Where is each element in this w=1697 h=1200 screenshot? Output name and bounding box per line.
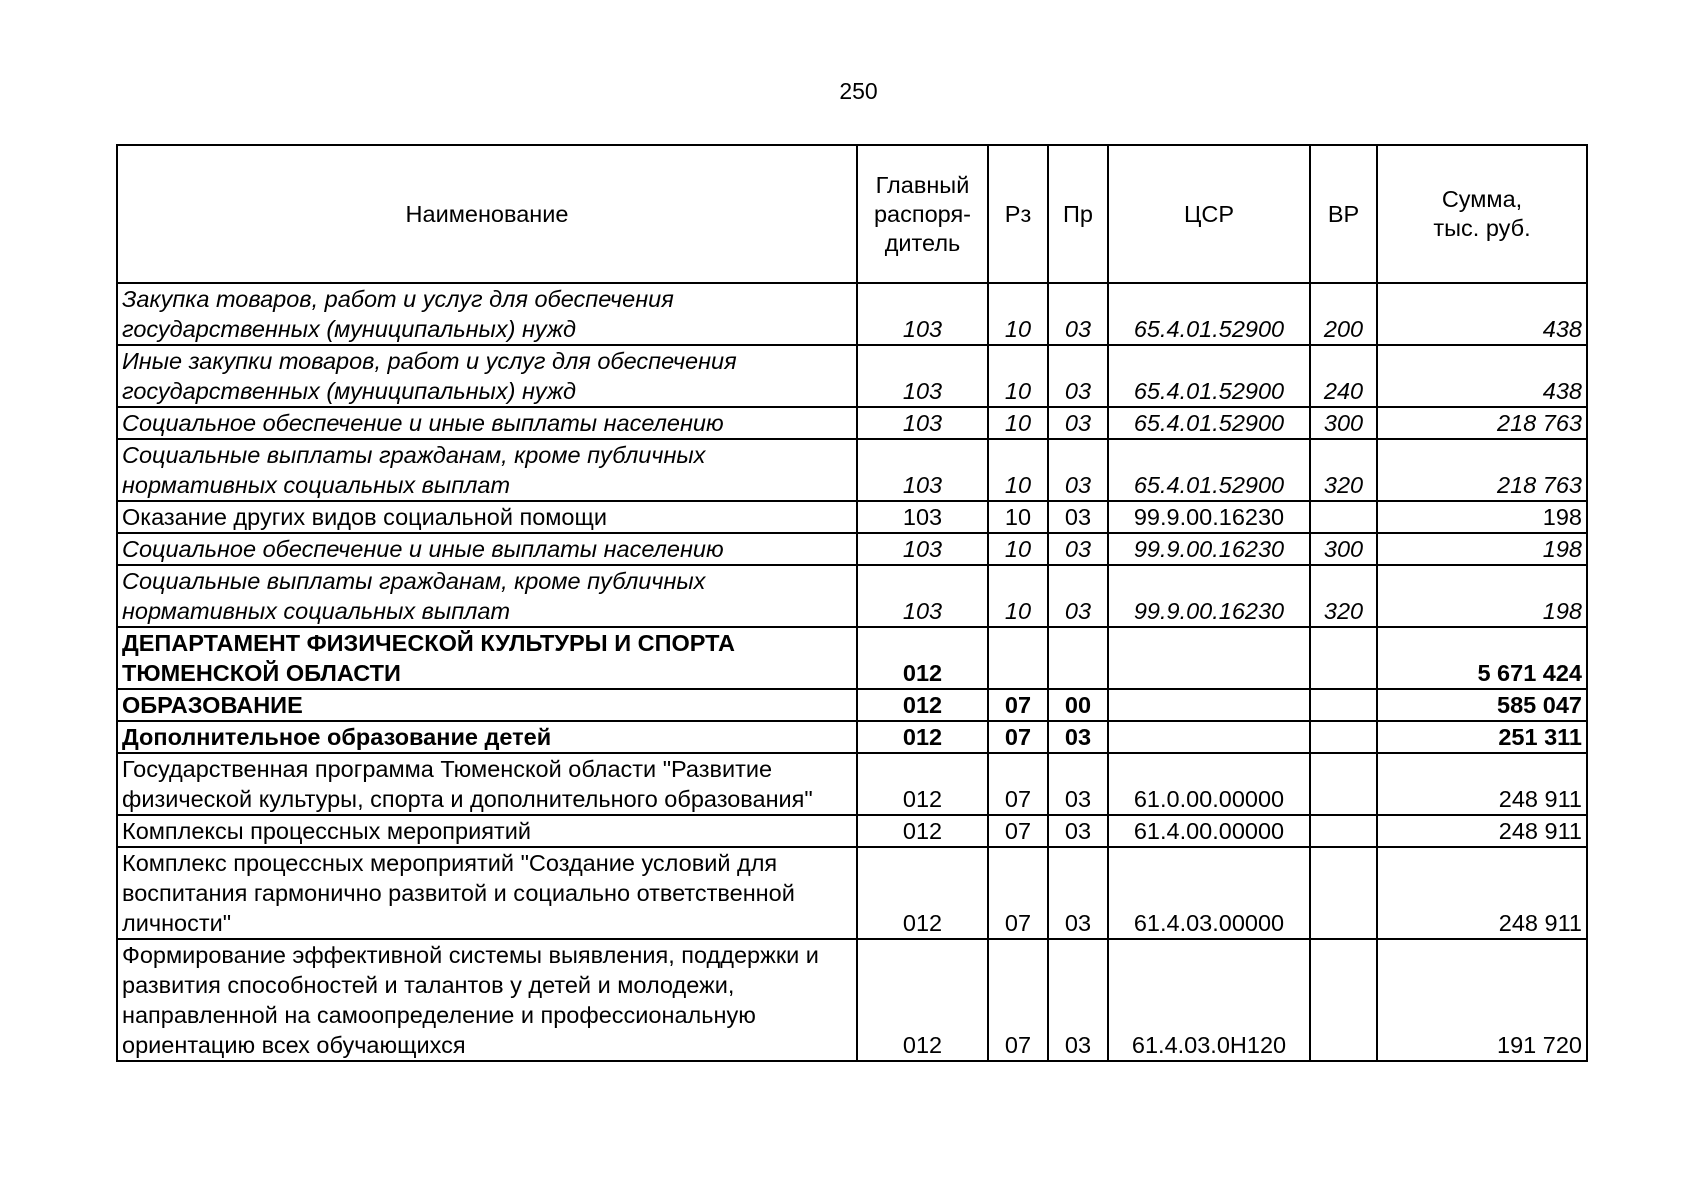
table-row <box>117 283 1587 345</box>
cell-manager: 012 <box>857 847 988 939</box>
header-sum-line-2: тыс. руб. <box>1433 215 1531 241</box>
cell-csr <box>1108 689 1310 721</box>
cell-sum: 198 <box>1377 533 1587 565</box>
cell-pr: 03 <box>1048 439 1108 501</box>
cell-vr <box>1310 501 1377 533</box>
cell-manager: 103 <box>857 283 988 345</box>
cell-pr: 03 <box>1048 753 1108 815</box>
cell-manager: 012 <box>857 815 988 847</box>
table-row <box>117 501 1587 533</box>
cell-pr: 03 <box>1048 721 1108 753</box>
cell-csr: 99.9.00.16230 <box>1108 501 1310 533</box>
cell-vr: 240 <box>1310 345 1377 407</box>
cell-sum: 438 <box>1377 345 1587 407</box>
cell-sum: 248 911 <box>1377 847 1587 939</box>
cell-name: Дополнительное образование детей <box>117 721 857 753</box>
cell-manager: 103 <box>857 565 988 627</box>
cell-pr: 03 <box>1048 939 1108 1061</box>
cell-manager: 103 <box>857 439 988 501</box>
cell-vr: 300 <box>1310 533 1377 565</box>
cell-pr: 03 <box>1048 407 1108 439</box>
header-vr: ВР <box>1310 145 1377 283</box>
header-manager <box>857 145 988 283</box>
cell-name: Социальные выплаты гражданам, кроме публичных нормативных социальных выплат <box>117 439 857 501</box>
header-sum-line-1: Сумма, <box>1441 186 1523 212</box>
budget-table <box>116 144 1588 1062</box>
table-body <box>117 283 1587 1061</box>
cell-rz: 10 <box>988 439 1048 501</box>
table-header-row <box>117 145 1587 283</box>
table-row <box>117 815 1587 847</box>
cell-rz: 10 <box>988 407 1048 439</box>
cell-vr: 300 <box>1310 407 1377 439</box>
cell-sum: 191 720 <box>1377 939 1587 1061</box>
table-row <box>117 847 1587 939</box>
header-manager-line-2: распоря- <box>873 200 972 227</box>
cell-pr: 00 <box>1048 689 1108 721</box>
cell-vr <box>1310 689 1377 721</box>
header-name: Наименование <box>117 145 857 283</box>
cell-csr: 99.9.00.16230 <box>1108 565 1310 627</box>
cell-sum: 585 047 <box>1377 689 1587 721</box>
cell-name: Комплекс процессных мероприятий "Создание условий для воспитания гармонично развитой и социально ответственной личности" <box>117 847 857 939</box>
cell-pr: 03 <box>1048 565 1108 627</box>
cell-sum: 438 <box>1377 283 1587 345</box>
cell-sum: 218 763 <box>1377 439 1587 501</box>
table-row <box>117 753 1587 815</box>
cell-name: Формирование эффективной системы выявления, поддержки и развития способностей и талантов у детей и молодежи, направленной на самоопределение и профессиональную ориентацию всех обучающихся <box>117 939 857 1061</box>
cell-rz <box>988 627 1048 689</box>
cell-csr: 99.9.00.16230 <box>1108 533 1310 565</box>
cell-vr <box>1310 847 1377 939</box>
header-manager-line-3: дитель <box>884 229 961 256</box>
cell-manager: 103 <box>857 407 988 439</box>
cell-manager: 012 <box>857 753 988 815</box>
cell-rz: 07 <box>988 753 1048 815</box>
cell-pr: 03 <box>1048 345 1108 407</box>
cell-pr: 03 <box>1048 847 1108 939</box>
header-pr: Пр <box>1048 145 1108 283</box>
cell-csr: 61.4.03.00000 <box>1108 847 1310 939</box>
table-row <box>117 565 1587 627</box>
cell-sum: 251 311 <box>1377 721 1587 753</box>
cell-csr: 61.4.00.00000 <box>1108 815 1310 847</box>
cell-csr: 61.4.03.0Н120 <box>1108 939 1310 1061</box>
table-row <box>117 627 1587 689</box>
cell-vr <box>1310 939 1377 1061</box>
cell-manager: 103 <box>857 501 988 533</box>
cell-sum: 248 911 <box>1377 815 1587 847</box>
cell-manager: 012 <box>857 939 988 1061</box>
cell-rz: 10 <box>988 283 1048 345</box>
cell-pr: 03 <box>1048 533 1108 565</box>
cell-name: Государственная программа Тюменской области "Развитие физической культуры, спорта и дополнительного образования" <box>117 753 857 815</box>
table-row <box>117 939 1587 1061</box>
cell-rz: 07 <box>988 847 1048 939</box>
page-number: 250 <box>839 78 878 104</box>
cell-vr <box>1310 721 1377 753</box>
table-row <box>117 689 1587 721</box>
cell-name: Социальные выплаты гражданам, кроме публичных нормативных социальных выплат <box>117 565 857 627</box>
cell-vr: 320 <box>1310 565 1377 627</box>
table-row <box>117 439 1587 501</box>
cell-vr <box>1310 815 1377 847</box>
cell-manager: 103 <box>857 533 988 565</box>
cell-rz: 10 <box>988 345 1048 407</box>
cell-csr: 65.4.01.52900 <box>1108 283 1310 345</box>
cell-csr <box>1108 721 1310 753</box>
cell-manager: 103 <box>857 345 988 407</box>
cell-name: Социальное обеспечение и иные выплаты населению <box>117 407 857 439</box>
cell-csr: 65.4.01.52900 <box>1108 407 1310 439</box>
cell-csr: 65.4.01.52900 <box>1108 439 1310 501</box>
cell-csr: 61.0.00.00000 <box>1108 753 1310 815</box>
cell-sum: 198 <box>1377 501 1587 533</box>
cell-vr: 200 <box>1310 283 1377 345</box>
cell-name: Закупка товаров, работ и услуг для обеспечения государственных (муниципальных) нужд <box>117 283 857 345</box>
cell-name: ОБРАЗОВАНИЕ <box>117 689 857 721</box>
cell-name: Социальное обеспечение и иные выплаты населению <box>117 533 857 565</box>
header-rz: Рз <box>988 145 1048 283</box>
cell-name: Комплексы процессных мероприятий <box>117 815 857 847</box>
cell-rz: 07 <box>988 815 1048 847</box>
cell-pr: 03 <box>1048 815 1108 847</box>
cell-name: ДЕПАРТАМЕНТ ФИЗИЧЕСКОЙ КУЛЬТУРЫ И СПОРТА ТЮМЕНСКОЙ ОБЛАСТИ <box>117 627 857 689</box>
cell-manager: 012 <box>857 627 988 689</box>
cell-rz: 10 <box>988 501 1048 533</box>
header-manager-line-1: Главный <box>875 171 970 198</box>
cell-rz: 10 <box>988 565 1048 627</box>
cell-rz: 10 <box>988 533 1048 565</box>
header-csr: ЦСР <box>1108 145 1310 283</box>
cell-vr: 320 <box>1310 439 1377 501</box>
table-row <box>117 345 1587 407</box>
table-row <box>117 721 1587 753</box>
cell-vr <box>1310 753 1377 815</box>
cell-manager: 012 <box>857 689 988 721</box>
cell-csr <box>1108 627 1310 689</box>
cell-pr: 03 <box>1048 283 1108 345</box>
cell-sum: 248 911 <box>1377 753 1587 815</box>
cell-pr <box>1048 627 1108 689</box>
cell-rz: 07 <box>988 939 1048 1061</box>
header-sum <box>1377 145 1587 283</box>
cell-sum: 5 671 424 <box>1377 627 1587 689</box>
cell-rz: 07 <box>988 721 1048 753</box>
cell-name: Иные закупки товаров, работ и услуг для обеспечения государственных (муниципальных) нужд <box>117 345 857 407</box>
table-row <box>117 533 1587 565</box>
cell-manager: 012 <box>857 721 988 753</box>
cell-csr: 65.4.01.52900 <box>1108 345 1310 407</box>
cell-vr <box>1310 627 1377 689</box>
cell-sum: 198 <box>1377 565 1587 627</box>
cell-name: Оказание других видов социальной помощи <box>117 501 857 533</box>
cell-sum: 218 763 <box>1377 407 1587 439</box>
table-row <box>117 407 1587 439</box>
cell-pr: 03 <box>1048 501 1108 533</box>
cell-rz: 07 <box>988 689 1048 721</box>
